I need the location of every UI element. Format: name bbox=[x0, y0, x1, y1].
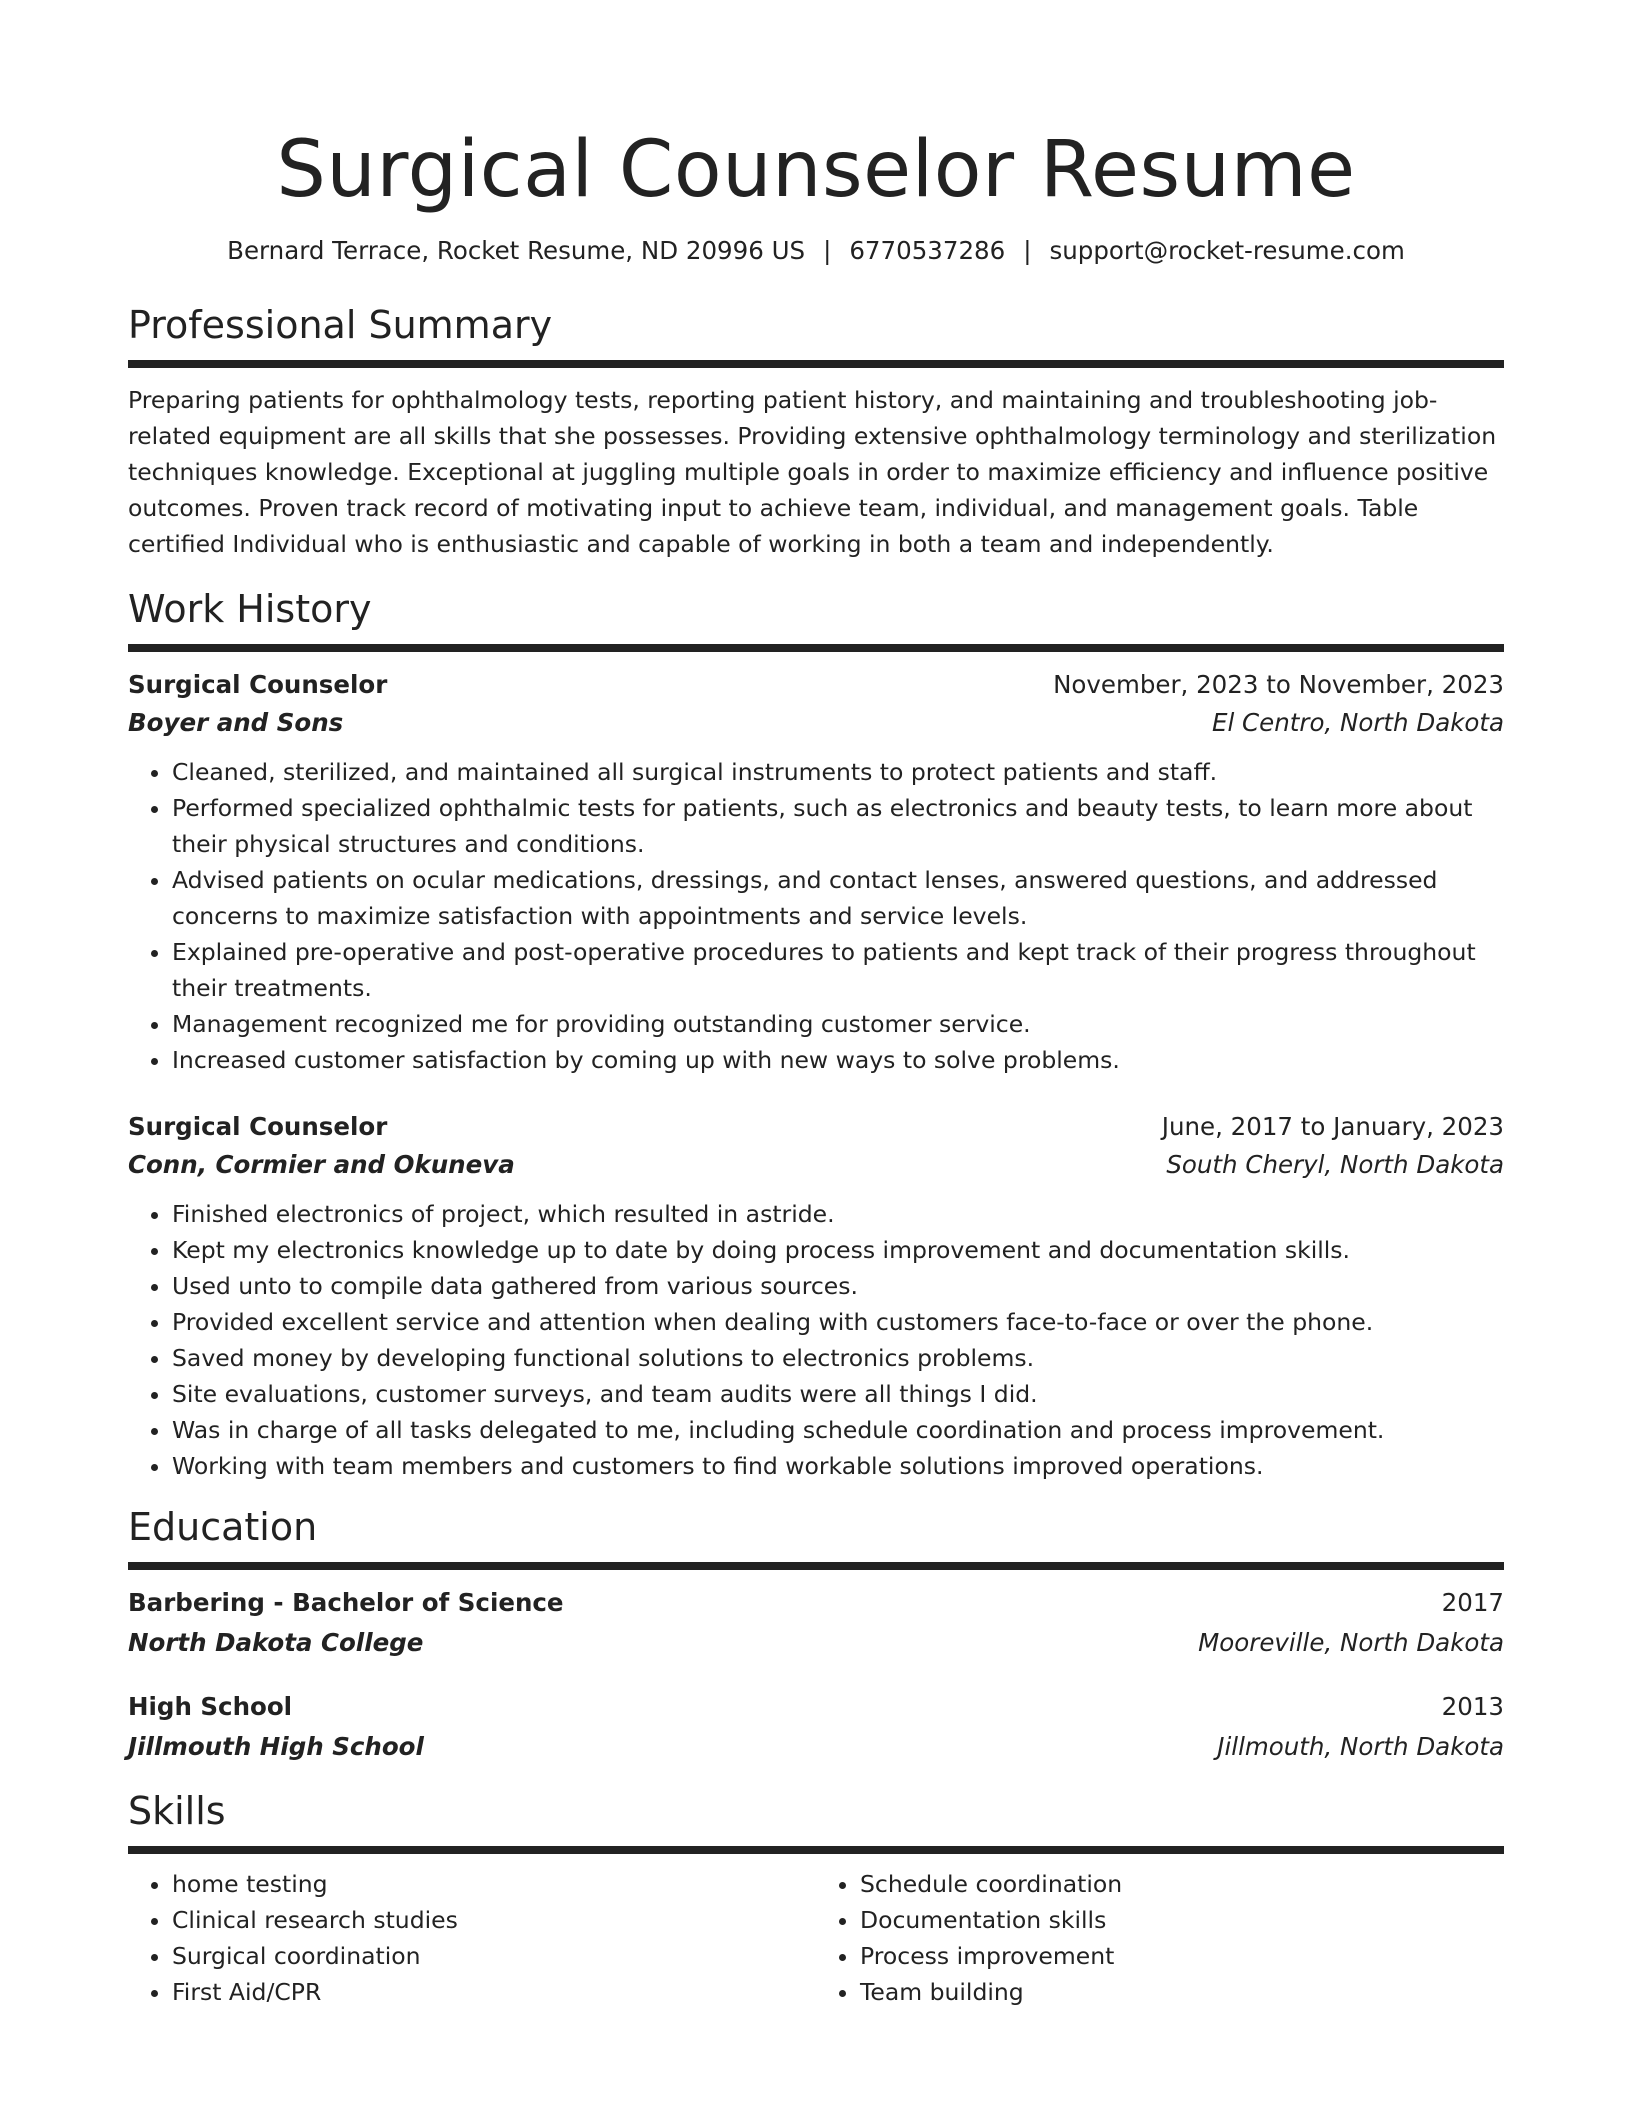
education-degree: Barbering - Bachelor of Science bbox=[128, 1588, 564, 1617]
job-duty: • Kept my electronics knowledge up to date by doing process improvement and documentation skills. bbox=[172, 1232, 1504, 1268]
job-subheader bbox=[128, 704, 1504, 742]
education-subheader bbox=[128, 1624, 1504, 1662]
skill-item: • Clinical research studies bbox=[172, 1902, 816, 1938]
job-duty: • Provided excellent service and attention when dealing with customers face-to-face or over the phone. bbox=[172, 1304, 1504, 1340]
job-duty: • Was in charge of all tasks delegated to me, including schedule coordination and process improvement. bbox=[172, 1412, 1504, 1448]
skill-item: • Documentation skills bbox=[860, 1902, 1504, 1938]
job-duties bbox=[128, 754, 1504, 1078]
work-history-heading: Work History bbox=[128, 587, 372, 631]
skill-item: • home testing bbox=[172, 1866, 816, 1902]
job-duty: • Working with team members and customers to find workable solutions improved operations. bbox=[172, 1448, 1504, 1484]
contact-phone: 6770537286 bbox=[849, 236, 1006, 265]
job-duties bbox=[128, 1196, 1504, 1484]
section-divider bbox=[128, 1846, 1504, 1852]
education-entry bbox=[128, 1584, 1504, 1662]
work-history-section bbox=[128, 584, 1504, 1484]
summary-text: Preparing patients for ophthalmology tests, reporting patient history, and maintaining and troubleshooting job-related equipment are all skills that she possesses. Providing extensive ophthalmology terminology and sterilization techniques knowledge. Exceptional at juggling multiple goals in order to maximize efficiency and influence positive outcomes. Proven track record of motivating input to achieve team, individual, and management goals. Table certified Individual who is enthusiastic and capable of working in both a team and independently. bbox=[128, 386, 1497, 558]
job-duty: • Cleaned, sterilized, and maintained all surgical instruments to protect patients and staff. bbox=[172, 754, 1504, 790]
job-entry bbox=[128, 1108, 1504, 1484]
education-location: Jillmouth, North Dakota bbox=[1217, 1732, 1504, 1761]
education-school: Jillmouth High School bbox=[128, 1732, 424, 1761]
skill-item: • Surgical coordination bbox=[172, 1938, 816, 1974]
job-duty: • Increased customer satisfaction by coming up with new ways to solve problems. bbox=[172, 1042, 1504, 1078]
skills-list bbox=[128, 1866, 1504, 2010]
job-title: Surgical Counselor bbox=[128, 670, 388, 699]
skill-item: • Schedule coordination bbox=[860, 1866, 1504, 1902]
education-degree: High School bbox=[128, 1692, 293, 1721]
job-duty: • Advised patients on ocular medications, dressings, and contact lenses, answered questions, and addressed concerns to maximize satisfaction with appointments and service levels. bbox=[172, 862, 1504, 934]
job-duty: • Performed specialized ophthalmic tests for patients, such as electronics and beauty tests, to learn more about their physical structures and conditions. bbox=[172, 790, 1504, 862]
education-school: North Dakota College bbox=[128, 1628, 424, 1657]
education-section bbox=[128, 1502, 1504, 1766]
skill-item: • Team building bbox=[860, 1974, 1504, 2010]
summary-heading: Professional Summary bbox=[128, 303, 553, 347]
skills-column-left bbox=[128, 1866, 816, 2010]
job-duty: • Explained pre-operative and post-operative procedures to patients and kept track of their progress throughout their treatments. bbox=[172, 934, 1504, 1006]
resume-title: Surgical Counselor Resume bbox=[276, 125, 1356, 215]
education-entry bbox=[128, 1688, 1504, 1766]
job-header bbox=[128, 1108, 1504, 1146]
education-year: 2017 bbox=[1441, 1588, 1504, 1617]
section-divider bbox=[128, 644, 1504, 650]
job-duty: • Saved money by developing functional solutions to electronics problems. bbox=[172, 1340, 1504, 1376]
job-dates: November, 2023 to November, 2023 bbox=[1053, 670, 1504, 699]
education-heading: Education bbox=[128, 1505, 318, 1549]
education-header bbox=[128, 1584, 1504, 1622]
section-divider bbox=[128, 360, 1504, 366]
skills-column-right bbox=[816, 1866, 1504, 2010]
job-duty: • Finished electronics of project, which resulted in astride. bbox=[172, 1196, 1504, 1232]
contact-address: Bernard Terrace, Rocket Resume, ND 20996 US bbox=[227, 236, 806, 265]
skills-section bbox=[128, 1786, 1504, 2010]
skill-item: • First Aid/CPR bbox=[172, 1974, 816, 2010]
education-subheader bbox=[128, 1728, 1504, 1766]
contact-email: support@rocket-resume.com bbox=[1049, 236, 1405, 265]
education-year: 2013 bbox=[1441, 1692, 1504, 1721]
contact-separator: | bbox=[1023, 236, 1032, 265]
job-duty: • Used unto to compile data gathered from various sources. bbox=[172, 1268, 1504, 1304]
job-subheader bbox=[128, 1146, 1504, 1184]
section-divider bbox=[128, 1562, 1504, 1568]
summary-section bbox=[128, 300, 1504, 562]
skill-item: • Process improvement bbox=[860, 1938, 1504, 1974]
job-entry bbox=[128, 666, 1504, 1078]
job-location: El Centro, North Dakota bbox=[1211, 708, 1504, 737]
job-company: Boyer and Sons bbox=[128, 708, 344, 737]
job-company: Conn, Cormier and Okuneva bbox=[128, 1150, 515, 1179]
education-location: Mooreville, North Dakota bbox=[1198, 1628, 1504, 1657]
contact-separator: | bbox=[823, 236, 832, 265]
job-duty: • Management recognized me for providing outstanding customer service. bbox=[172, 1006, 1504, 1042]
job-header bbox=[128, 666, 1504, 704]
job-dates: June, 2017 to January, 2023 bbox=[1161, 1112, 1504, 1141]
education-header bbox=[128, 1688, 1504, 1726]
contact-line bbox=[128, 234, 1504, 268]
job-duty: • Site evaluations, customer surveys, and team audits were all things I did. bbox=[172, 1376, 1504, 1412]
job-location: South Cheryl, North Dakota bbox=[1166, 1150, 1504, 1179]
job-title: Surgical Counselor bbox=[128, 1112, 388, 1141]
skills-heading: Skills bbox=[128, 1789, 226, 1833]
